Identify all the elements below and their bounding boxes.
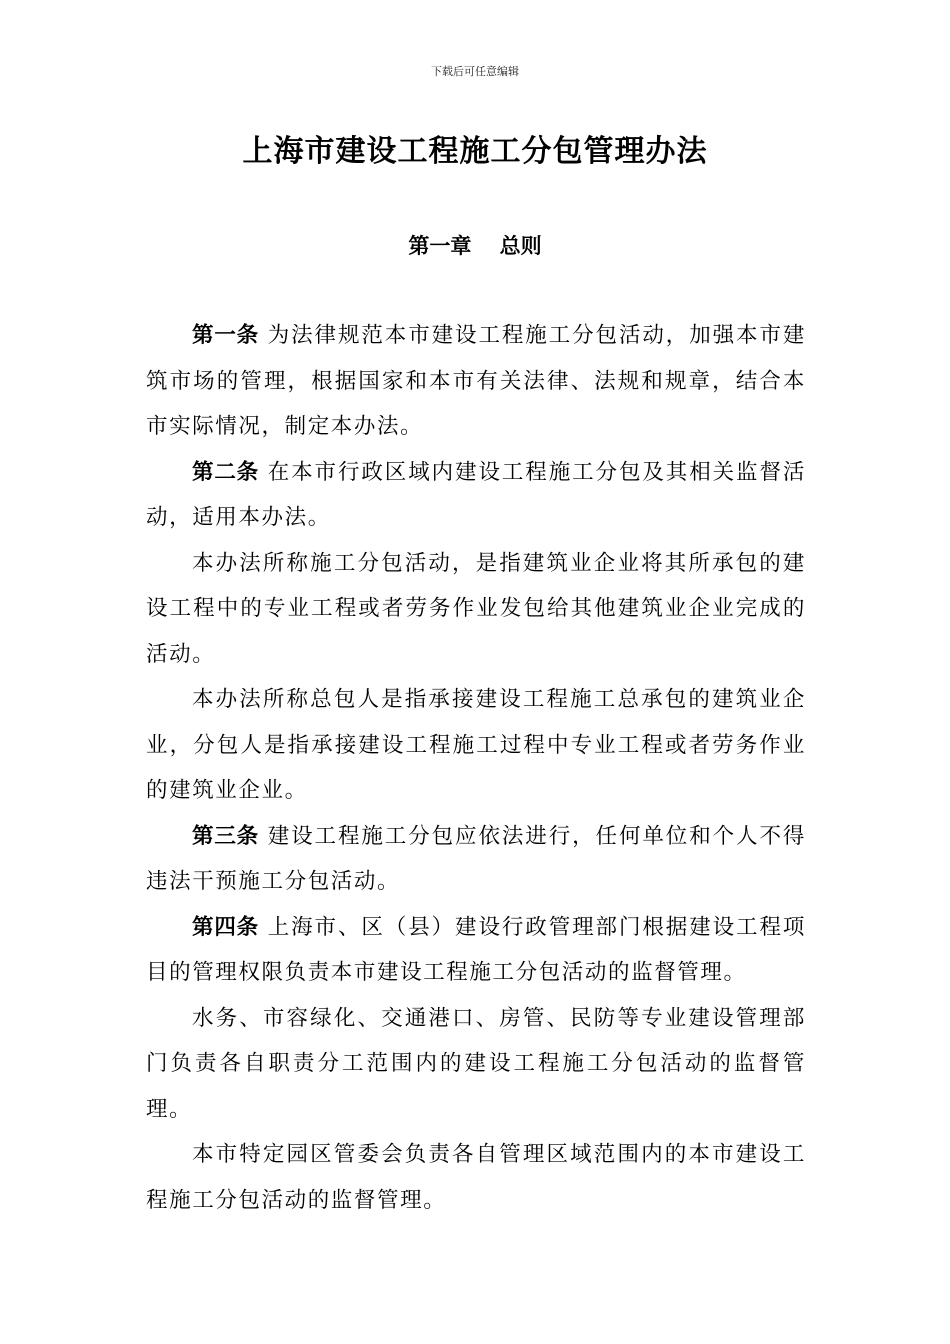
article-label: 第四条	[192, 914, 259, 940]
paragraph-text: 为法律规范本市建设工程施工分包活动，加强本市建筑市场的管理，根据国家和本市有关法律、法规和规章，结合本市实际情况，制定本办法。	[146, 323, 806, 439]
paragraph-text: 建设工程施工分包应依法进行，任何单位和个人不得违法干预施工分包活动。	[146, 823, 806, 894]
chapter-heading: 第一章 总则	[408, 234, 542, 258]
paragraph-text: 在本市行政区域内建设工程施工分包及其相关监督活动，适用本办法。	[146, 459, 806, 530]
article-2-paragraph	[146, 450, 806, 541]
paragraph-text: 上海市、区（县）建设行政管理部门根据建设工程项目的管理权限负责本市建设工程施工分包活动的监督管理。	[146, 914, 806, 985]
paragraph-text: 本市特定园区管委会负责各自管理区域范围内的本市建设工程施工分包活动的监督管理。	[146, 1142, 806, 1213]
article-label: 第三条	[192, 823, 259, 849]
article-4-clause-3	[146, 1132, 806, 1223]
document-title: 上海市建设工程施工分包管理办法	[242, 134, 708, 169]
page-header-note: 下载后可任意编辑	[431, 65, 519, 78]
article-3-paragraph	[146, 814, 806, 905]
article-label: 第一条	[192, 323, 259, 348]
document-body	[146, 313, 806, 1223]
article-4-clause-2	[146, 996, 806, 1133]
paragraph-text: 本办法所称总包人是指承接建设工程施工总承包的建筑业企业，分包人是指承接建设工程施工过程中专业工程或者劳务作业的建筑业企业。	[146, 687, 806, 803]
paragraph-text: 本办法所称施工分包活动，是指建筑业企业将其所承包的建设工程中的专业工程或者劳务作业发包给其他建筑业企业完成的活动。	[146, 550, 806, 667]
article-4-paragraph	[146, 905, 806, 996]
article-2-clause-3	[146, 677, 806, 814]
article-1-paragraph	[146, 313, 806, 450]
article-2-clause-2	[146, 541, 806, 678]
paragraph-text: 水务、市容绿化、交通港口、房管、民防等专业建设管理部门负责各自职责分工范围内的建设工程施工分包活动的监督管理。	[146, 1005, 806, 1122]
article-label: 第二条	[192, 459, 259, 485]
